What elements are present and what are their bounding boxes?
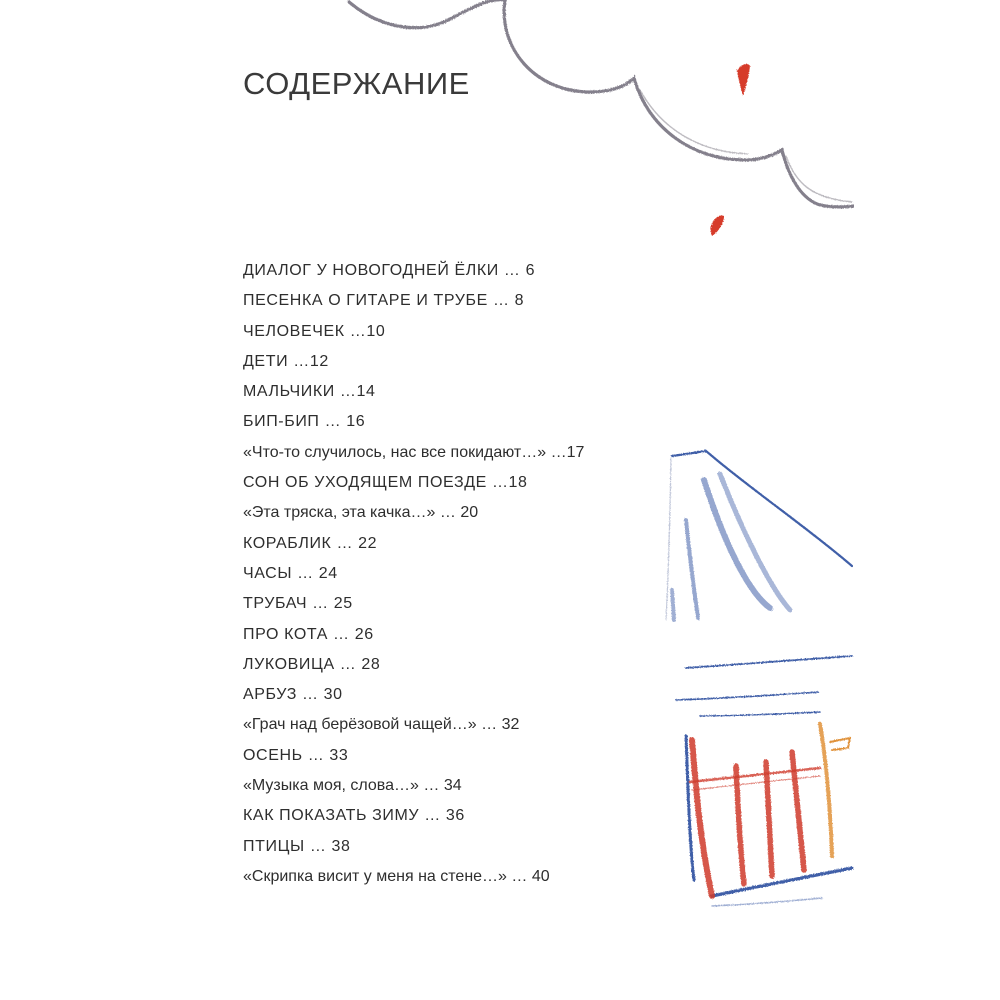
toc-entry: ДИАЛОГ У НОВОГОДНЕЙ ЁЛКИ … 6 xyxy=(243,262,536,279)
toc-entry: АРБУЗ … 30 xyxy=(243,686,343,704)
toc-entry: КАК ПОКАЗАТЬ ЗИМУ … 36 xyxy=(243,807,465,825)
toc-entry: «Скрипка висит у меня на стене…» … 40 xyxy=(243,867,550,885)
train-line xyxy=(676,692,818,700)
toc-entry: ДЕТИ …12 xyxy=(243,352,329,370)
train-roof-edge xyxy=(666,458,671,620)
toc-entry: ПТИЦЫ … 38 xyxy=(243,837,351,855)
table-of-contents xyxy=(243,256,584,892)
toc-entry: «Грач над берёзовой чащей…» … 32 xyxy=(243,716,520,734)
toc-entry: ПРО КОТА … 26 xyxy=(243,625,374,643)
train-window-stroke xyxy=(672,590,674,620)
toc-entry: «Музыка моя, слова…» … 34 xyxy=(243,777,462,795)
toc-entry: «Что-то случилось, нас все покидают…» …17 xyxy=(243,443,585,461)
toc-entry: СОН ОБ УХОДЯЩЕМ ПОЕЗДЕ …18 xyxy=(243,474,528,492)
raindrop-icon xyxy=(737,64,750,96)
cloud-drawing xyxy=(349,0,854,207)
train-red-rail xyxy=(690,768,820,782)
toc-entry: ЛУКОВИЦА … 28 xyxy=(243,655,381,673)
train-line xyxy=(686,656,852,668)
train-red-post xyxy=(692,740,712,896)
train-window-stroke xyxy=(704,480,770,608)
train-car-bottom xyxy=(712,868,852,896)
train-roof xyxy=(672,451,852,566)
toc-entry: ЧЕЛОВЕЧЕК …10 xyxy=(243,322,386,340)
cloud-outline-shade xyxy=(640,90,852,202)
train-car-right xyxy=(820,724,832,856)
toc-entry: КОРАБЛИК … 22 xyxy=(243,534,378,552)
train-red-rail xyxy=(692,776,820,790)
toc-entry: ЧАСЫ … 24 xyxy=(243,564,338,582)
train-line xyxy=(700,712,820,716)
page-margin xyxy=(854,0,1000,1000)
toc-entry: «Эта тряска, эта качка…» … 20 xyxy=(243,504,479,522)
raindrop-icon xyxy=(711,215,725,236)
toc-entry: ТРУБАЧ … 25 xyxy=(243,595,353,613)
cloud-outline xyxy=(349,0,854,207)
train-drawing xyxy=(666,451,852,906)
toc-entry: БИП-БИП … 16 xyxy=(243,413,366,431)
train-car-shadow xyxy=(712,898,822,906)
train-hook xyxy=(830,738,850,750)
train-window-stroke xyxy=(686,520,698,618)
toc-entry: ПЕСЕНКА О ГИТАРЕ И ТРУБЕ … 8 xyxy=(243,292,525,310)
page-title: СОДЕРЖАНИЕ xyxy=(243,66,470,101)
toc-entry: ОСЕНЬ … 33 xyxy=(243,746,349,764)
toc-entry: МАЛЬЧИКИ …14 xyxy=(243,383,376,401)
train-red-post xyxy=(736,766,744,884)
train-red-post xyxy=(766,762,772,876)
